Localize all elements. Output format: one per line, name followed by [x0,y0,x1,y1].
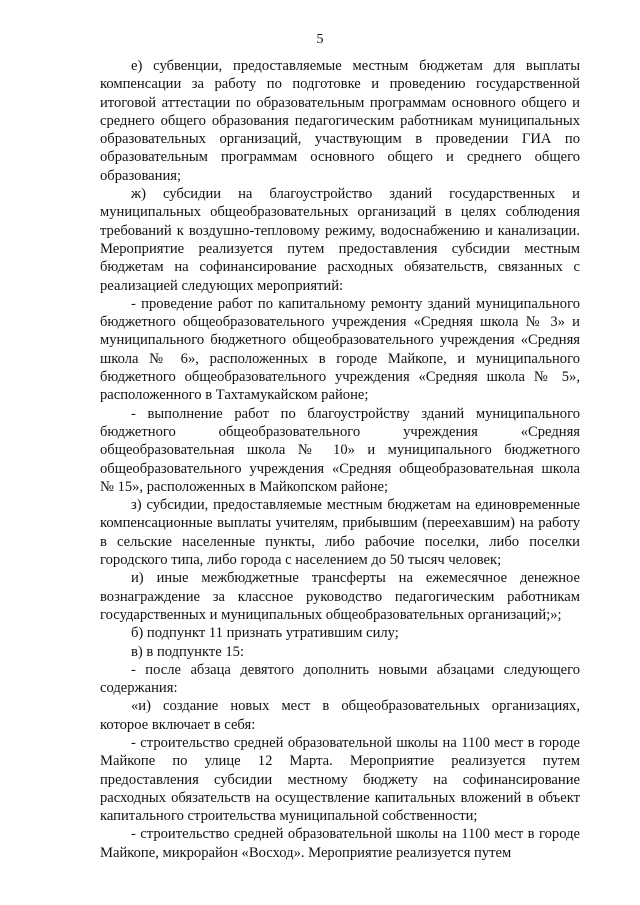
paragraph-add-new-paragraphs: - после абзаца девятого дополнить новыми абзацами следующего содержания: [100,661,580,697]
paragraph-school-voskhod: - строительство средней образовательной школы на 1100 мест в городе Майкопе, микрорайон «Восход». Мероприятие реализуется путем [100,826,580,861]
paragraph-teacher-compensation: з) субсидии, предоставляемые местным бюджетам на единовременные компенсационные выплаты учителям, прибывшим (переехавшим) на работу в сельские населенные пункты, либо рабочие поселки, либо поселки городского типа, либо города с населением до 50 тысяч человек; [100,497,580,569]
paragraph-subpoint-15: в) в подпункте 15: [131,643,245,660]
document-body [100,57,580,862]
page-number: 5 [316,32,324,47]
paragraph-subventions-gia: е) субвенции, предоставляемые местным бюджетам для выплаты компенсации за работу по подготовке и проведению государственной итоговой аттестации по образовательным программам основного общего и среднего общего образования педагогическим работникам муниципальных образовательных организаций, участвующим в проведении ГИА по образовательным программам основного общего и среднего общего образования; [100,58,580,184]
paragraph-new-places: «и) создание новых мест в общеобразовательных организациях, которое включает в себя: [100,698,580,733]
paragraph-class-management-transfers: и) иные межбюджетные трансферты на ежемесячное денежное вознаграждение за классное руководство педагогическим работникам государственных и муниципальных общеобразовательных организаций;»; [100,570,580,623]
paragraph-improvement-works: - выполнение работ по благоустройству зданий муниципального бюджетного общеобразовательного учреждения «Средняя общеобразовательная школа № 10» и муниципального бюджетного общеобразовательного учреждения «Средняя общеобразовательная школа № 15», расположенных в Майкопском районе; [100,405,580,495]
paragraph-school-12-marta: - строительство средней образовательной школы на 1100 мест в городе Майкопе по улице 12 Марта. Мероприятие реализуется путем предоставления субсидии местному бюджету на софинансирование расходных обязательств на осуществление капитальных вложений в объект капитального строительства муниципальной собственности; [100,734,580,825]
paragraph-subpoint-11: б) подпункт 11 признать утратившим силу; [131,625,399,642]
paragraph-subsidies-buildings: ж) субсидии на благоустройство зданий государственных и муниципальных общеобразовательных организаций в целях соблюдения требований к воздушно-тепловому режиму, водоснабжению и канализации. Мероприятие реализуется путем предоставления субсидии местным бюджетам на софинансирование расходных обязательств, связанных с реализацией следующих мероприятий: [100,186,580,294]
paragraph-capital-repair: - проведение работ по капитальному ремонту зданий муниципального бюджетного общеобразовательного учреждения «Средняя школа № 3» и муниципального бюджетного общеобразовательного учреждения «Средняя школа № 6», расположенных в городе Майкопе, и муниципального бюджетного общеобразовательного учреждения «Средняя школа № 5», расположенного в Тахтамукайском районе; [100,295,580,404]
